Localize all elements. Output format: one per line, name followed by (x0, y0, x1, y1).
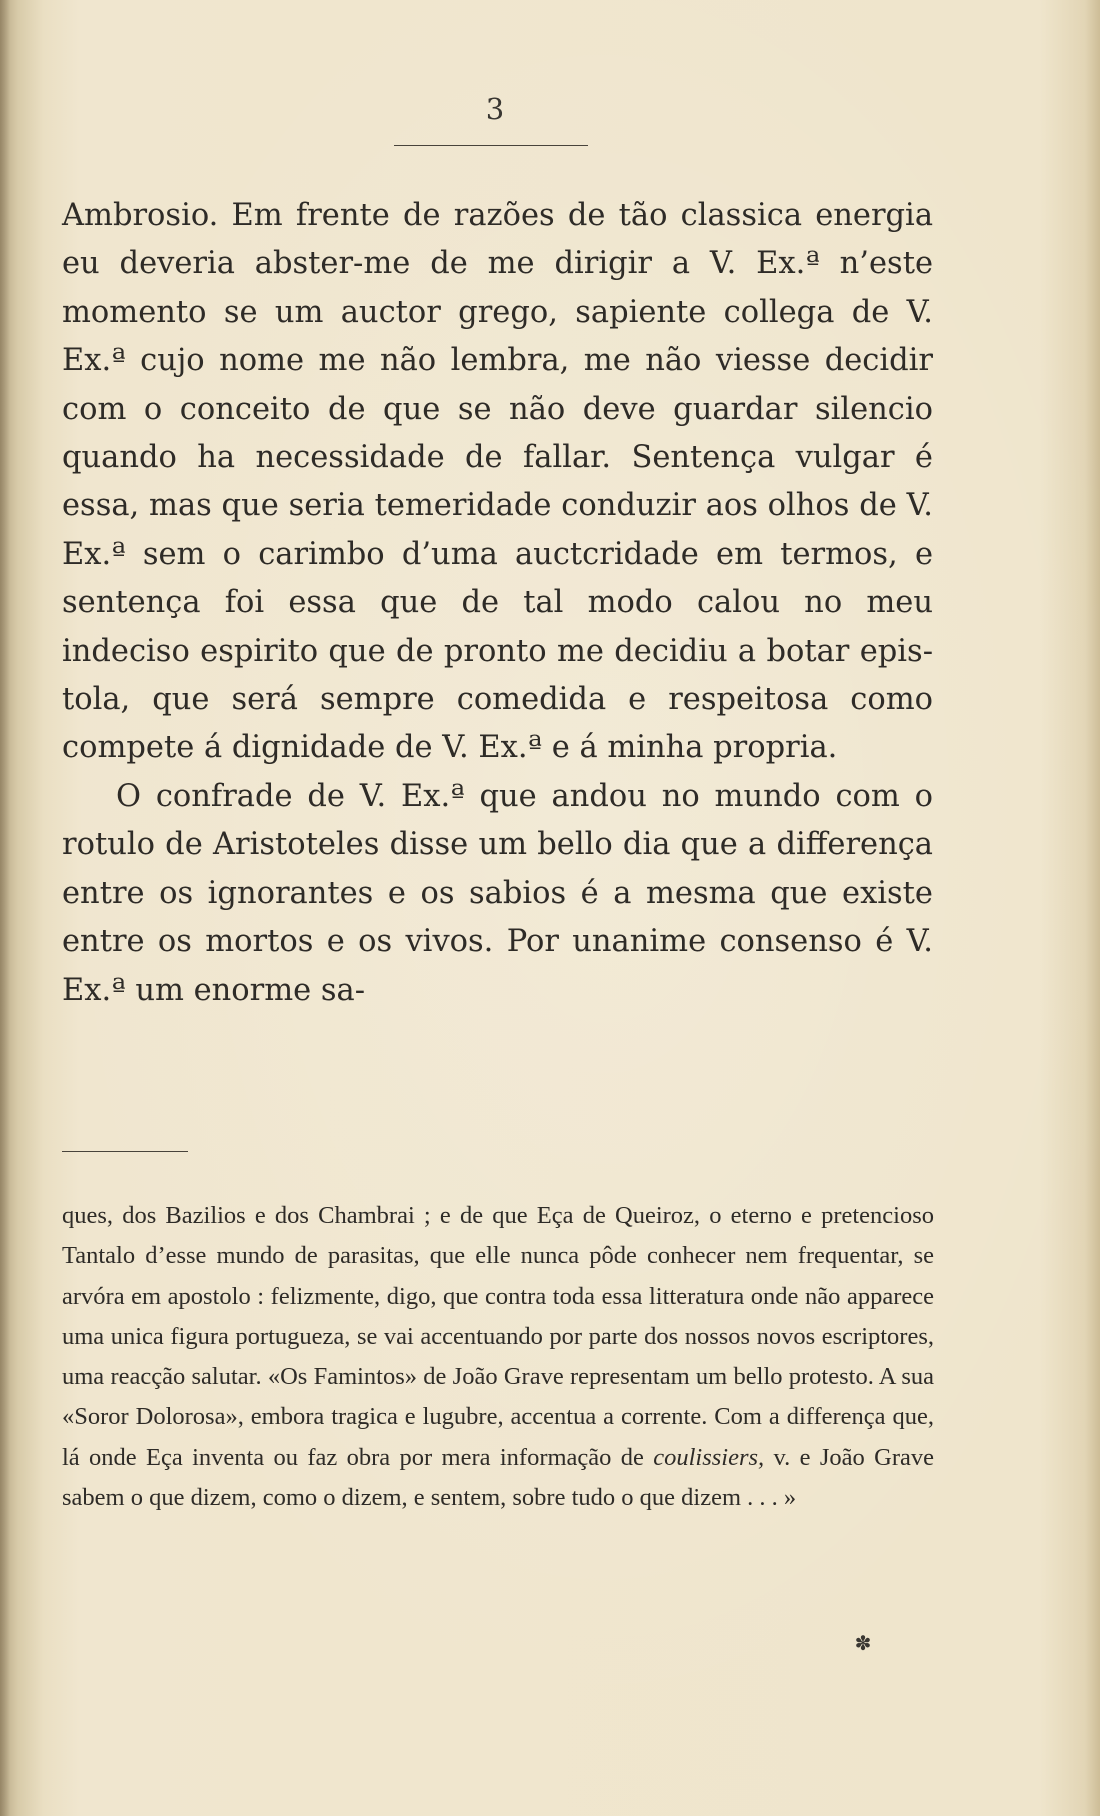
footnote-text-after-italic: v. e João Grave sabem o que dizem, como o dizem, e sentem, sobre tudo o que dizem . . . » (62, 1443, 934, 1512)
footnote-text-before-italic: ques, dos Bazilios e dos Chambrai ; e de que Eça de Queiroz, o eterno e pretencioso Tantalo d’esse mundo de parasitas, que elle nunca pôde conhecer nem frequentar, se arvóra em apostolo : felizmente, digo, que contra toda essa litteratura onde não apparece uma unica figura portugueza, se vai accentuando por parte dos nossos novos escriptores, uma reacção salutar. «Os Famintos» de João Grave representam um bello protesto. A sua «Soror Dolorosa», embora tragica e lugubre, accentua a corrente. Com a differença que, lá onde Eça inventa ou faz obra por mera informação de (62, 1202, 934, 1471)
footnote-rule (62, 1151, 188, 1152)
footnote (62, 1196, 934, 1518)
main-paragraph-1: Ambrosio. Em frente de razões de tão classica energia eu deveria abster-me de me dirigir a V. Ex.ª n’este momento se um auctor grego, sapiente collega de V. Ex.ª cujo nome me não lembra, me não viesse decidir com o conceito de que se não deve guardar silencio quando ha necessidade de fallar. Sentença vulgar é essa, mas que seria temeridade conduzir aos olhos de V. Ex.ª sem o carimbo d’uma auctcridade em termos, e sentença foi essa que de tal modo calou no meu indeciso espirito que de pronto me decidiu a botar epistola, que será sempre comedida e respeitosa como compete á dignidade de V. Ex.ª e á minha propria. (62, 198, 933, 766)
main-paragraph-2: O confrade de V. Ex.ª que andou no mundo com o rotulo de Aristoteles disse um bello dia que a differença entre os ignorantes e os sabios é a mesma que existe entre os mortos e os vivos. Por unanime consenso é V. Ex.ª um enorme sa- (62, 778, 933, 1008)
header-rule (394, 145, 588, 146)
footnote-italic-text: coulissiers, (653, 1443, 765, 1471)
signature-mark: ✽ (854, 1631, 872, 1655)
page-number: 3 (485, 92, 505, 126)
footnote-paragraph (62, 1196, 934, 1518)
main-text (62, 192, 933, 1015)
